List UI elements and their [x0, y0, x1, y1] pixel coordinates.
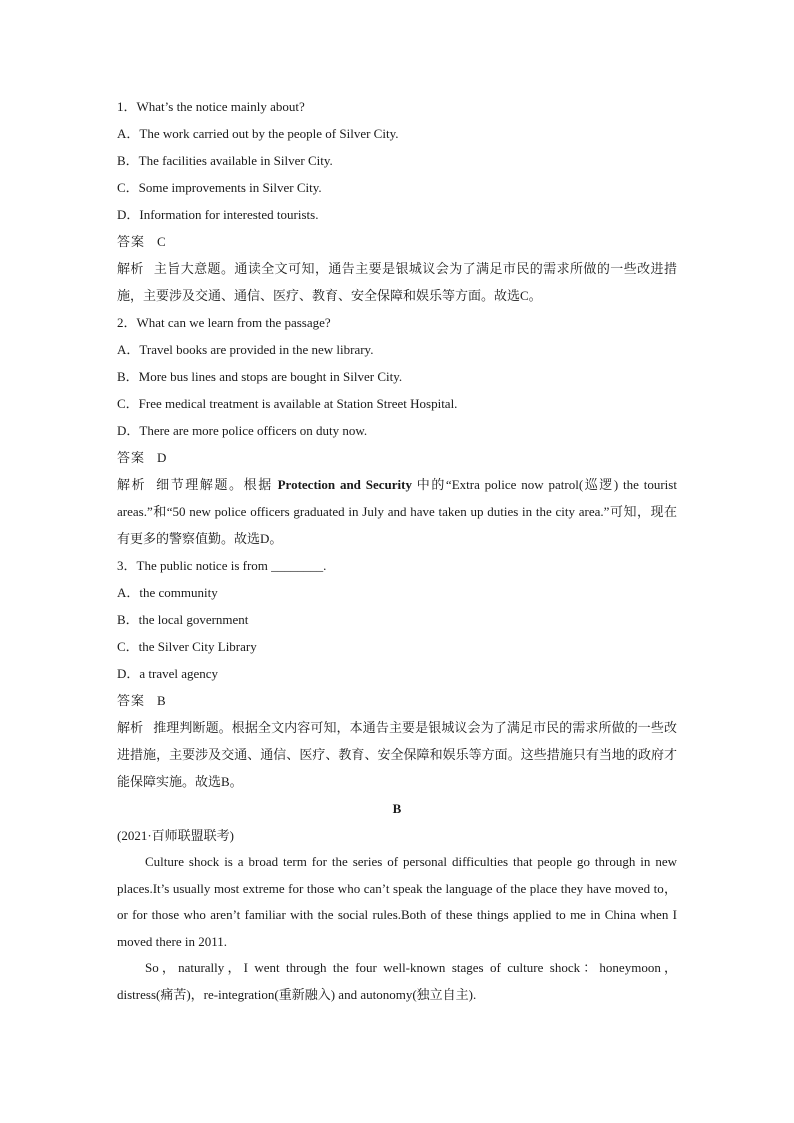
- explanation-text: 主旨大意题。通读全文可知，通告主要是银城议会为了满足市民的需求所做的一些改进措施，主要涉及交通、通信、医疗、教育、安全保障和娱乐等方面。故选C。: [117, 261, 677, 303]
- explanation-text-pre: 细节理解题。根据: [156, 477, 273, 492]
- q3-option-a: A．the community: [117, 585, 218, 600]
- explanation-text-bold: Protection and Security: [277, 477, 412, 492]
- answer-label: 答案: [117, 234, 146, 249]
- q3-option-d: D．a travel agency: [117, 666, 219, 681]
- q2-option-a: A．Travel books are provided in the new library.: [117, 342, 374, 357]
- answer-label: 答案: [117, 693, 146, 708]
- q3-option-b: B．the local government: [117, 612, 249, 627]
- explanation-label: 解析: [117, 720, 144, 735]
- explanation-text: 推理判断题。根据全文内容可知，本通告主要是银城议会为了满足市民的需求所做的一些改进措施，主要涉及交通、通信、医疗、教育、安全保障和娱乐等方面。这些措施只有当地的政府才能保障实施。故选B。: [117, 720, 677, 789]
- q2-answer: [117, 444, 677, 471]
- answer-value: C: [157, 234, 166, 249]
- q1-option-c: C．Some improvements in Silver City.: [117, 180, 322, 195]
- q1-answer: [117, 228, 677, 255]
- question-3: 3．The public notice is from ________.: [117, 558, 327, 573]
- question-1: 1．What’s the notice mainly about?: [117, 99, 305, 114]
- answer-value: D: [157, 450, 167, 465]
- q1-explanation: [117, 255, 677, 309]
- explanation-text-post: 中的“Extra police now patrol(巡逻) the tourist areas.”和“50 new police officers graduated in July and have taken up duties in the city area.”可知，现在有更多的警察值勤。故选D。: [117, 477, 677, 546]
- q2-option-b: B．More bus lines and stops are bought in Silver City.: [117, 369, 403, 384]
- q2-option-d: D．There are more police officers on duty now.: [117, 423, 368, 438]
- q1-option-d: D．Information for interested tourists.: [117, 207, 319, 222]
- q1-option-b: B．The facilities available in Silver City.: [117, 153, 333, 168]
- document-page: [117, 93, 677, 1008]
- q3-option-c: C．the Silver City Library: [117, 639, 257, 654]
- question-2: 2．What can we learn from the passage?: [117, 315, 331, 330]
- explanation-label: 解析: [117, 477, 147, 492]
- q1-option-a: A．The work carried out by the people of Silver City.: [117, 126, 399, 141]
- answer-value: B: [157, 693, 166, 708]
- q3-explanation: [117, 714, 677, 795]
- answer-label: 答案: [117, 450, 146, 465]
- explanation-label: 解析: [117, 261, 144, 276]
- source-note: (2021·百师联盟联考): [117, 828, 234, 843]
- q3-answer: [117, 687, 677, 714]
- q2-explanation: [117, 471, 677, 552]
- q2-option-c: C．Free medical treatment is available at Station Street Hospital.: [117, 396, 458, 411]
- passage-paragraph-2: So，naturally，I went through the four well-known stages of culture shock：honeymoon，distress(痛苦)，re-integration(重新融入) and autonomy(独立自主).: [117, 960, 677, 1002]
- passage-paragraph-1: Culture shock is a broad term for the series of personal difficulties that people go through in new places.It’s usually most extreme for those who can’t speak the language of the place they have moved to，or for those who aren’t familiar with the social rules.Both of these things applied to me in China when I moved there in 2011.: [117, 854, 677, 949]
- section-title: B: [392, 801, 402, 816]
